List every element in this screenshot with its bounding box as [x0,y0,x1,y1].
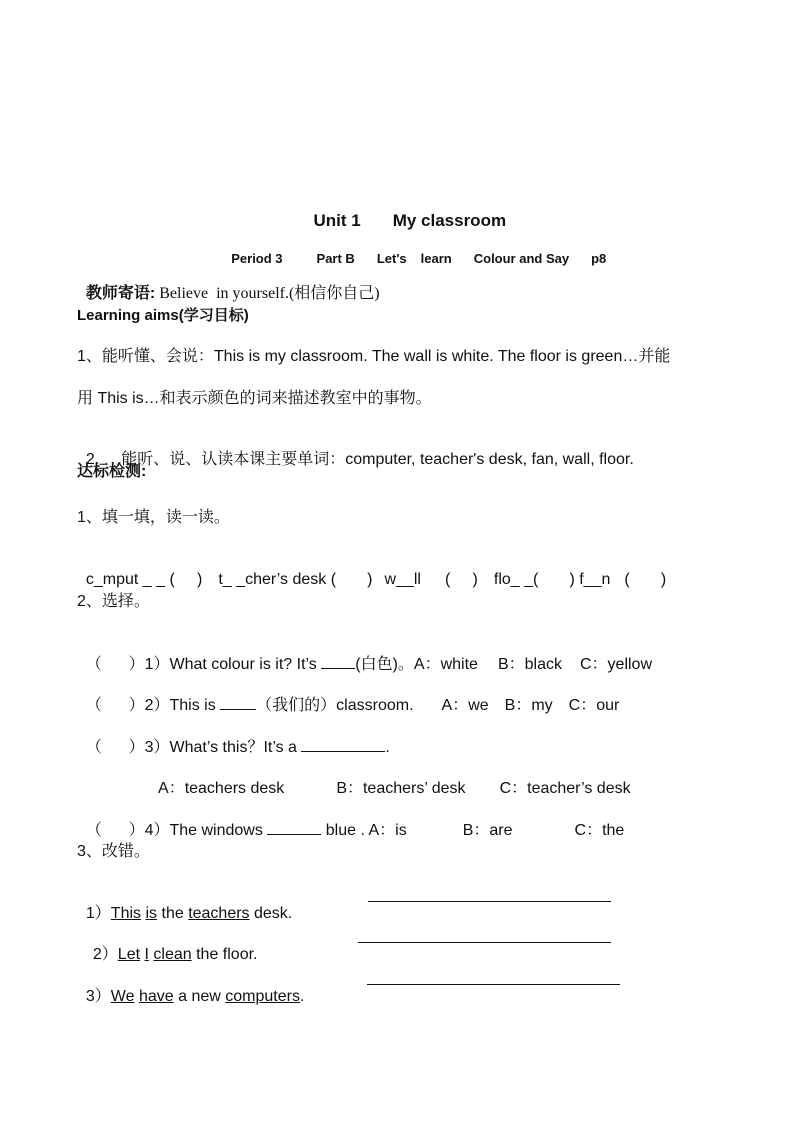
error-word-we: We [110,988,135,1005]
colour-say-label: Colour and Say [473,251,570,266]
fill-word-fan-bracket: ( ) [624,571,667,588]
option-b: B：are [462,822,513,839]
unit-name: My classroom [392,211,507,230]
lesson-info [224,229,606,269]
aim-2 [77,430,634,470]
error-word-i: I [144,946,149,963]
error-word-have: have [138,988,174,1005]
answer-line-2 [358,942,611,943]
aim-2-number: 2. [85,451,100,468]
error-word-this: This [110,905,142,922]
test-heading: 达标检测: [77,463,147,480]
sentence-end: . [299,988,305,1005]
answer-blank [220,695,256,710]
question-number: 2） [144,697,170,714]
sentence-mid: the [157,905,189,922]
fill-word-teachers-desk: t_ _cher’s desk ( ) [218,571,373,588]
error-word-is: is [145,905,158,922]
fill-words-line [77,550,666,590]
option-b: B：black [497,656,562,673]
answer-bracket: （ ） [85,739,145,756]
page-ref: p8 [591,251,607,266]
option-c: C：yellow [579,656,653,673]
aim-1-line-2: 用 This is…和表示颜色的词来描述教室中的事物。 [77,390,432,407]
question-number: 1） [144,656,170,673]
part-3-title: 3、改错。 [77,843,150,860]
choice-question-3 [77,717,390,758]
fill-word-wall-bracket: ( ) [444,571,478,588]
correction-sentence-1 [77,884,292,924]
option-c: C：the [574,822,625,839]
fill-word-wall: w__ll [384,571,421,588]
aim-1-line-1: 1、能听懂、会说：This is my classroom. The wall is white. The floor is green…并能 [77,348,671,365]
question-after: （我们的）classroom. [256,697,414,714]
option-c: C：teacher’s desk [499,780,631,797]
fill-word-computer: c_mput _ _ ( ) [85,571,203,588]
question-number: 4） [144,822,170,839]
answer-blank [301,737,385,752]
option-b: B：my [504,697,553,714]
lets-label: Let's [376,251,407,266]
error-word-clean: clean [153,946,192,963]
answer-bracket: （ ） [85,697,145,714]
choice-question-3-options [150,759,631,799]
answer-line-3 [367,984,620,985]
answer-blank [267,820,321,835]
answer-bracket: （ ） [85,822,145,839]
sentence-end: desk. [249,905,293,922]
sentence-number: 2） [92,946,118,963]
sentence-end: the floor. [191,946,258,963]
teacher-note-label: 教师寄语: [85,285,156,302]
correction-sentence-2 [84,925,257,965]
learn-label: learn [420,251,452,266]
sentence-number: 3） [85,988,111,1005]
teacher-note-text: Believe in yourself.(相信你自己) [155,285,380,302]
choice-question-4 [77,800,624,841]
sentence-number: 1） [85,905,111,922]
option-c: C：our [568,697,620,714]
page-title [304,191,506,231]
aims-heading: Learning aims(学习目标) [77,307,249,324]
option-a: A：teachers desk [158,780,285,797]
question-text: What colour is it? It’s [169,656,322,673]
question-after: (白色)。 [355,656,414,673]
aim-2-text: 能听、说、认读本课主要单词：computer, teacher's desk, fan, wall, floor. [121,451,634,468]
error-word-let: Let [117,946,141,963]
sentence-mid: a new [173,988,226,1005]
answer-line-1 [368,901,611,902]
choice-question-2 [77,675,619,716]
question-text: The windows [169,822,268,839]
question-number: 3） [144,739,170,756]
question-after: . [385,739,390,756]
error-word-teachers: teachers [188,905,250,922]
part-2-title: 2、选择。 [77,593,150,610]
unit-label: Unit 1 [313,211,361,230]
teacher-note [77,264,380,304]
period-label: Period 3 [231,251,283,266]
answer-bracket: （ ） [85,656,145,673]
part-label: Part B [316,251,355,266]
question-text: This is [169,697,221,714]
error-word-computers: computers [225,988,300,1005]
question-text: What’s this？It’s a [169,739,302,756]
part-1-title: 1、填一填，读一读。 [77,509,230,526]
answer-blank [321,654,355,669]
option-a: A：white [413,656,478,673]
option-b: B：teachers’ desk [336,780,466,797]
correction-sentence-3 [77,967,304,1007]
option-a: A：we [441,697,489,714]
question-after: blue . A：is [321,822,407,839]
fill-word-floor-fan: flo_ _( ) f__n [493,571,611,588]
choice-question-1 [77,634,652,675]
